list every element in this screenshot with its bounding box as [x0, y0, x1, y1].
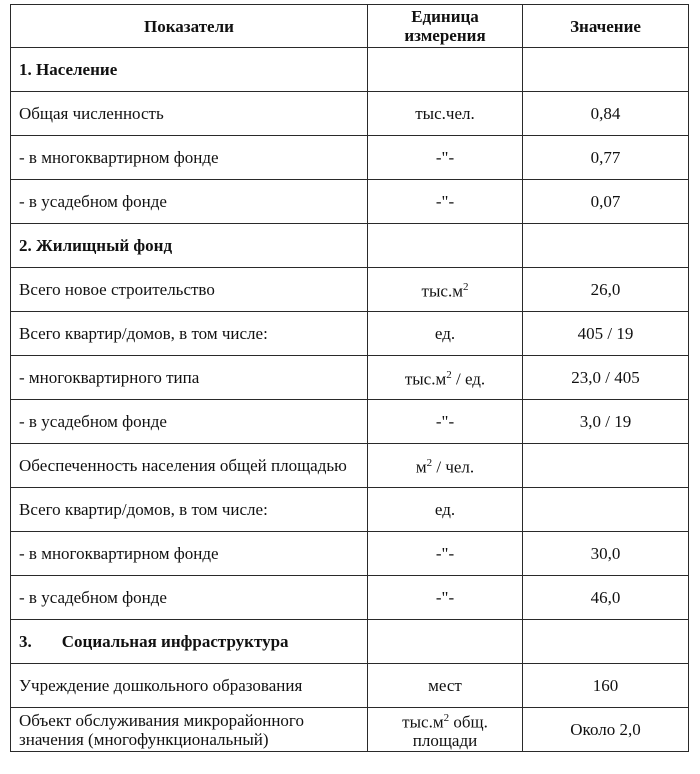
unit-cell [368, 48, 523, 92]
section-row [11, 224, 689, 268]
value-cell [523, 444, 689, 488]
indicator-label: - в усадебном фонде [11, 576, 368, 620]
table-row [11, 356, 689, 400]
value-cell: Около 2,0 [523, 708, 689, 752]
section-row [11, 48, 689, 92]
table-row [11, 136, 689, 180]
unit-cell: -"- [368, 180, 523, 224]
unit-cell: -"- [368, 400, 523, 444]
table-row [11, 532, 689, 576]
indicator-label: - в усадебном фонде [11, 180, 368, 224]
unit-text: м [415, 457, 427, 477]
value-cell: 30,0 [523, 532, 689, 576]
unit-cell [368, 620, 523, 664]
value-cell: 23,0 / 405 [523, 356, 689, 400]
table-row [11, 400, 689, 444]
section-row [11, 620, 689, 664]
indicator-label: Всего квартир/домов, в том числе: [11, 312, 368, 356]
table-row [11, 576, 689, 620]
table-row [11, 312, 689, 356]
indicator-label: - многоквартирного типа [11, 356, 368, 400]
unit-cell [368, 268, 523, 312]
value-cell: 160 [523, 664, 689, 708]
table-row [11, 92, 689, 136]
unit-cell [368, 444, 523, 488]
value-cell: 0,07 [523, 180, 689, 224]
unit-cell: -"- [368, 136, 523, 180]
header-indicators: Показатели [11, 5, 368, 48]
section-title: 2. Жилищный фонд [11, 224, 368, 268]
section-label: Социальная инфраструктура [61, 632, 289, 651]
table-body [11, 48, 689, 752]
unit-cell [368, 224, 523, 268]
unit-superscript: 2 [443, 711, 450, 724]
indicator-label: Всего квартир/домов, в том числе: [11, 488, 368, 532]
table-row [11, 268, 689, 312]
table-row [11, 664, 689, 708]
section-title: 1. Население [11, 48, 368, 92]
indicator-label: Общая численность [11, 92, 368, 136]
value-cell [523, 224, 689, 268]
unit-suffix: / чел. [432, 457, 475, 477]
unit-suffix: общ. площади [412, 712, 493, 751]
value-cell [523, 488, 689, 532]
unit-suffix: / ед. [451, 369, 486, 389]
value-cell: 46,0 [523, 576, 689, 620]
table-row [11, 444, 689, 488]
table-row [11, 180, 689, 224]
unit-cell: -"- [368, 532, 523, 576]
unit-cell: ед. [368, 312, 523, 356]
header-unit: Единица измерения [368, 5, 523, 48]
indicator-label: - в многоквартирном фонде [11, 136, 368, 180]
table-row [11, 488, 689, 532]
indicators-table [10, 4, 689, 752]
unit-cell [368, 356, 523, 400]
value-cell: 405 / 19 [523, 312, 689, 356]
indicator-label: Обеспеченность населения общей площадью [11, 444, 368, 488]
table-header-row [11, 5, 689, 48]
value-cell: 0,84 [523, 92, 689, 136]
header-value: Значение [523, 5, 689, 48]
indicator-label: - в усадебном фонде [11, 400, 368, 444]
section-title [11, 620, 368, 664]
unit-text: тыс.м [421, 281, 463, 301]
unit-superscript: 2 [426, 457, 433, 470]
value-cell: 3,0 / 19 [523, 400, 689, 444]
unit-superscript: 2 [446, 369, 452, 382]
value-cell [523, 620, 689, 664]
unit-cell: -"- [368, 576, 523, 620]
indicator-label: - в многоквартирном фонде [11, 532, 368, 576]
table-row [11, 708, 689, 752]
unit-text: тыс.м [402, 712, 444, 732]
indicator-label: Учреждение дошкольного образования [11, 664, 368, 708]
value-cell: 26,0 [523, 268, 689, 312]
unit-cell: мест [368, 664, 523, 708]
unit-cell [368, 708, 523, 752]
indicator-label: Объект обслуживания микрорайонного значения (многофункциональный) [11, 708, 368, 752]
unit-cell: тыс.чел. [368, 92, 523, 136]
value-cell [523, 48, 689, 92]
section-number: 3. [19, 632, 32, 651]
unit-text: тыс.м [404, 369, 447, 389]
unit-superscript: 2 [462, 281, 469, 294]
indicator-label: Всего новое строительство [11, 268, 368, 312]
unit-cell: ед. [368, 488, 523, 532]
value-cell: 0,77 [523, 136, 689, 180]
